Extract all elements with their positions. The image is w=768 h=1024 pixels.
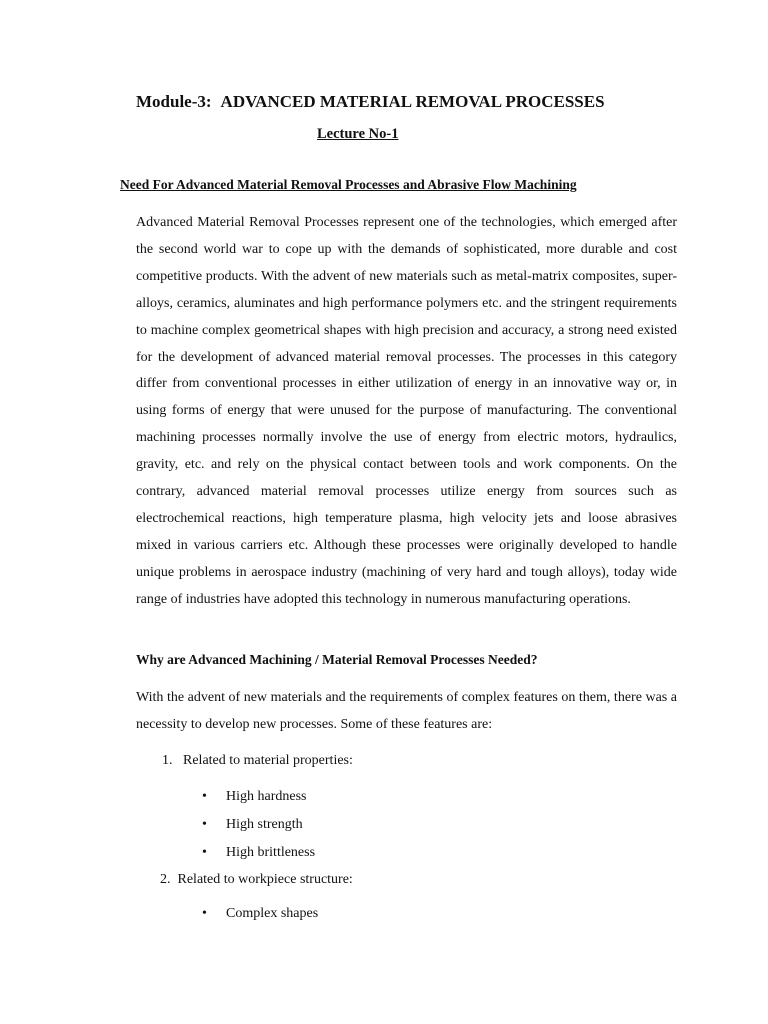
sub-heading: Why are Advanced Machining / Material Removal Processes Needed?: [136, 652, 538, 667]
module-name: ADVANCED MATERIAL REMOVAL PROCESSES: [220, 92, 605, 111]
bullet-icon: •: [202, 817, 207, 832]
section-heading: Need For Advanced Material Removal Processes and Abrasive Flow Machining: [120, 177, 577, 192]
bullet-text: High brittleness: [226, 845, 316, 860]
intro-paragraph: Advanced Material Removal Processes represent one of the technologies, which emerged after the second world war to cope up with the demands of sophisticated, more durable and cost competitive products. With the advent of new materials such as metal-matrix composites, super-alloys, ceramics, aluminates and high performance polymers etc. and the stringent requirements to machine complex geometrical shapes with high precision and accuracy, a strong need existed for the development of advanced material removal processes. The processes in this category differ from conventional processes in either utilization of energy in an innovative way or, in using forms of energy that were unused for the purpose of manufacturing. The conventional machining processes normally involve the use of energy from electric motors, hydraulics, gravity, etc. and rely on the physical contact between tools and work components. On the contrary, advanced material removal processes utilize energy from sources such as electrochemical reactions, high temperature plasma, high velocity jets and loose abrasives mixed in various carriers etc. Although these processes were originally developed to handle unique problems in aerospace industry (machining of very hard and tough alloys), today wide range of industries have adopted this technology in numerous manufacturing operations.: [136, 215, 677, 607]
bullet-text: Complex shapes: [226, 906, 319, 921]
list-label: Related to workpiece structure:: [177, 872, 353, 887]
features-intro-paragraph: With the advent of new materials and the requirements of complex features on them, there was a necessity to develop new processes. Some of these features are:: [136, 690, 677, 732]
module-number: Module-3:: [136, 92, 212, 111]
list-number: 1.: [162, 753, 173, 768]
list-item-workpiece-structure: [160, 871, 353, 889]
list-item-material-properties: [162, 752, 353, 770]
bullet-icon: •: [202, 845, 207, 860]
bullet-text: High hardness: [226, 789, 307, 804]
lecture-number: Lecture No-1: [317, 126, 399, 142]
bullet-text: High strength: [226, 817, 303, 832]
bullet-icon: •: [202, 906, 207, 921]
list-number: 2.: [160, 872, 171, 887]
list-label: Related to material properties:: [183, 753, 353, 768]
module-title: [136, 92, 605, 112]
bullet-icon: •: [202, 789, 207, 804]
